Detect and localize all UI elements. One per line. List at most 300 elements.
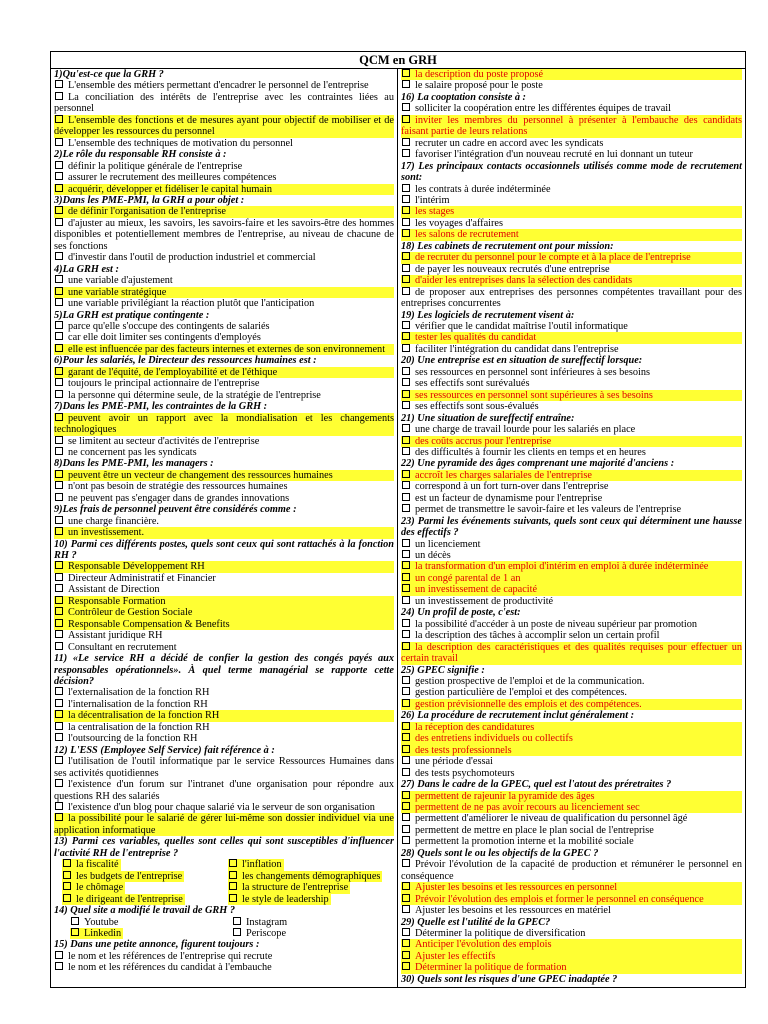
answer-option-selected (401, 561, 742, 572)
checkbox-icon[interactable] (402, 332, 410, 340)
answer-option-selected (401, 882, 742, 893)
answer-option-selected (401, 470, 742, 481)
option-text: de recruter du personnel pour le compte et à la place de l'entreprise (415, 252, 691, 264)
checkbox-icon[interactable] (55, 516, 63, 524)
question: 22) Une pyramide des âges comprenant une majorité d'anciens : (401, 458, 675, 470)
checkbox-icon[interactable] (402, 184, 410, 192)
answer-option-selected (228, 894, 331, 905)
checkbox-icon[interactable] (55, 813, 63, 821)
question: 28) Quels sont le ou les objectifs de la GPEC ? (401, 847, 599, 859)
checkbox-icon[interactable] (402, 962, 410, 970)
checkbox-icon[interactable] (55, 733, 63, 741)
answer-option-selected (401, 332, 742, 343)
option-text: gestion prospective de l'emploi et de la communication. (415, 676, 645, 688)
question: 12) L'ESS (Employee Self Service) fait référence à : (54, 744, 275, 756)
answer-option (401, 928, 742, 939)
option-text: gestion particulière de l'emploi et des compétences. (415, 687, 628, 699)
question: 9)Les frais de personnel peuvent être considérés comme : (54, 504, 297, 516)
checkbox-icon[interactable] (402, 390, 410, 398)
checkbox-icon[interactable] (402, 378, 410, 386)
checkbox-icon[interactable] (402, 229, 410, 237)
checkbox-icon[interactable] (55, 607, 63, 615)
question: 16) La cooptation consiste à : (401, 91, 526, 103)
option-text: Ajuster les besoins et les ressources en personnel (415, 882, 618, 894)
option-text: l'existence d'un forum sur l'intranet d'une organisation pour répondre aux questions RH des salariés (54, 779, 394, 802)
option-grid (54, 859, 394, 905)
checkbox-icon[interactable] (55, 481, 63, 489)
option-text: d'aider les entreprises dans la sélection des candidats (415, 275, 633, 287)
answer-option-selected (54, 619, 394, 630)
answer-option (401, 344, 742, 355)
answer-option-selected (401, 275, 742, 286)
checkbox-icon[interactable] (402, 115, 410, 123)
answer-option-selected (401, 791, 742, 802)
answer-option (401, 676, 742, 687)
checkbox-icon[interactable] (402, 756, 410, 764)
option-text: définir la politique générale de l'entreprise (68, 160, 243, 172)
answer-option-selected (54, 813, 394, 836)
checkbox-icon[interactable] (55, 584, 63, 592)
checkbox-icon[interactable] (55, 470, 63, 478)
checkbox-icon[interactable] (402, 218, 410, 226)
answer-option-selected (62, 859, 121, 870)
option-text: Instagram (246, 916, 288, 928)
checkbox-icon[interactable] (402, 951, 410, 959)
option-text: de payer les nouveaux recrutés d'une entreprise (415, 263, 610, 275)
option-text: n'ont pas besoin de stratégie des ressources humaines (68, 481, 288, 493)
checkbox-icon[interactable] (55, 252, 63, 260)
option-text: un investissement. (68, 527, 145, 539)
answer-option (401, 424, 742, 435)
option-text: favoriser l'intégration d'un nouveau recruté en lui donnant un tuteur (415, 149, 693, 161)
checkbox-icon[interactable] (402, 69, 410, 77)
checkbox-icon[interactable] (402, 836, 410, 844)
checkbox-icon[interactable] (402, 195, 410, 203)
checkbox-icon[interactable] (55, 206, 63, 214)
checkbox-icon[interactable] (402, 550, 410, 558)
answer-option (401, 687, 742, 698)
answer-option (401, 103, 742, 114)
checkbox-icon[interactable] (402, 802, 410, 810)
answer-option-selected (62, 894, 185, 905)
page-title: QCM en GRH (51, 52, 745, 69)
answer-option (54, 642, 394, 653)
option-text: permettent de mettre en place le plan social de l'entreprise (415, 824, 654, 836)
answer-option-selected (54, 344, 394, 355)
checkbox-icon[interactable] (229, 894, 237, 902)
checkbox-icon[interactable] (63, 882, 71, 890)
option-text: permettent de rajeunir la pyramide des âges (415, 790, 595, 802)
answer-option-selected (401, 894, 742, 905)
checkbox-icon[interactable] (402, 642, 410, 650)
option-text: Anticiper l'évolution des emplois (415, 939, 552, 951)
checkbox-icon[interactable] (402, 504, 410, 512)
answer-option-selected (401, 642, 742, 665)
answer-option (54, 161, 394, 172)
answer-option (54, 573, 394, 584)
checkbox-icon[interactable] (402, 436, 410, 444)
option-text: La conciliation des intérêts de l'entreprise avec les contraintes liées au personnel (54, 91, 394, 115)
answer-option (54, 172, 394, 183)
option-text: toujours le principal actionnaire de l'entreprise (68, 378, 260, 390)
answer-option (54, 218, 394, 252)
answer-option (401, 367, 742, 378)
answer-option-selected (54, 184, 394, 195)
checkbox-icon[interactable] (402, 344, 410, 352)
option-text: vérifier que le candidat maîtrise l'outil informatique (415, 320, 628, 332)
checkbox-icon[interactable] (229, 882, 237, 890)
answer-option-selected (54, 596, 394, 607)
option-text: les salons de recrutement (415, 229, 519, 241)
checkbox-icon[interactable] (233, 917, 241, 925)
option-text: des coûts accrus pour l'entreprise (415, 435, 552, 447)
option-text: Responsable Compensation & Benefits (68, 618, 230, 630)
option-text: l'inflation (242, 859, 282, 871)
answer-option (401, 550, 742, 561)
option-text: le style de leadership (242, 893, 329, 905)
checkbox-icon[interactable] (55, 184, 63, 192)
answer-option (54, 321, 394, 332)
option-text: L'ensemble des métiers permettant d'encadrer le personnel de l'entreprise (68, 80, 369, 92)
right-column (398, 69, 745, 987)
checkbox-icon[interactable] (55, 161, 63, 169)
answer-option (54, 481, 394, 492)
question: 26) La procédure de recrutement inclut généralement : (401, 710, 635, 722)
option-text: ne peuvent pas s'engager dans de grandes innovations (68, 492, 290, 504)
answer-option (54, 756, 394, 779)
answer-option-selected (401, 939, 742, 950)
option-text: une charge financière. (68, 515, 159, 527)
checkbox-icon[interactable] (55, 436, 63, 444)
checkbox-icon[interactable] (402, 103, 410, 111)
option-text: la décentralisation de la fonction RH (68, 710, 220, 722)
checkbox-icon[interactable] (402, 206, 410, 214)
answer-option (54, 252, 394, 263)
checkbox-icon[interactable] (402, 470, 410, 478)
checkbox-icon[interactable] (55, 332, 63, 340)
question: 27) Dans le cadre de la GPEC, quel est l'atout des préretraites ? (401, 779, 672, 791)
checkbox-icon[interactable] (55, 80, 63, 88)
checkbox-icon[interactable] (55, 390, 63, 398)
checkbox-icon[interactable] (402, 882, 410, 890)
answer-option (54, 802, 394, 813)
checkbox-icon[interactable] (63, 871, 71, 879)
answer-option-selected (70, 928, 123, 939)
option-text: Assistant de Direction (68, 584, 160, 596)
answer-option (54, 80, 394, 91)
option-text: une variable stratégique (68, 286, 167, 298)
answer-option (54, 699, 394, 710)
checkbox-icon[interactable] (402, 596, 410, 604)
option-text: permettent de ne pas avoir recours au licenciement sec (415, 802, 640, 813)
option-text: d'investir dans l'outil de production industriel et commercial (68, 252, 316, 264)
checkbox-icon[interactable] (402, 481, 410, 489)
option-text: Responsable Formation (68, 595, 166, 607)
checkbox-icon[interactable] (402, 630, 410, 638)
checkbox-icon[interactable] (55, 951, 63, 959)
checkbox-icon[interactable] (402, 573, 410, 581)
option-text: de définir l'organisation de l'entreprise (68, 206, 226, 218)
checkbox-icon[interactable] (402, 561, 410, 569)
question: 7)Dans les PME-PMI, les contraintes de la GRH : (54, 401, 268, 413)
checkbox-icon[interactable] (402, 928, 410, 936)
option-text: les budgets de l'entreprise (76, 870, 183, 882)
question: 5)La GRH est pratique contingente : (54, 309, 210, 321)
option-text: les contrats à durée indéterminée (415, 183, 551, 195)
checkbox-icon[interactable] (55, 722, 63, 730)
checkbox-icon[interactable] (55, 802, 63, 810)
option-text: Ajuster les effectifs (415, 950, 496, 962)
answer-option-selected (228, 859, 284, 870)
answer-option (401, 80, 742, 91)
option-text: Directeur Administratif et Financier (68, 572, 216, 584)
checkbox-icon[interactable] (402, 80, 410, 88)
option-text: L'ensemble des fonctions et de mesures ayant pour objectif de mobiliser et de développer les ressources du personnel (54, 114, 394, 138)
option-text: une variable privilégiant la réaction plutôt que l'anticipation (68, 298, 315, 310)
option-text: les voyages d'affaires (415, 217, 504, 229)
option-text: le chômage (76, 882, 124, 894)
checkbox-icon[interactable] (55, 321, 63, 329)
option-text: ses effectifs sont sous-évalués (415, 401, 539, 413)
question: 6)Pour les salariés, le Directeur des ressources humaines est : (54, 355, 317, 367)
checkbox-icon[interactable] (55, 344, 63, 352)
checkbox-icon[interactable] (402, 275, 410, 283)
answer-option (70, 917, 232, 928)
checkbox-icon[interactable] (402, 939, 410, 947)
option-text: accroît les charges salariales de l'entreprise (415, 469, 592, 481)
option-text: recruter un cadre en accord avec les syndicats (415, 137, 604, 149)
option-text: Ajuster les besoins et les ressources en matériel (415, 905, 611, 917)
option-text: la personne qui détermine seule, de la stratégie de l'entreprise (68, 389, 321, 401)
answer-option-selected (401, 206, 742, 217)
option-text: l'intérim (415, 194, 450, 206)
checkbox-icon[interactable] (402, 424, 410, 432)
question: 30) Quels sont les risques d'une GPEC inadaptée ? (401, 973, 618, 985)
left-column (51, 69, 398, 987)
answer-option-selected (401, 699, 742, 710)
checkbox-icon[interactable] (55, 779, 63, 787)
answer-option-selected (54, 115, 394, 138)
checkbox-icon[interactable] (63, 859, 71, 867)
option-text: ses ressources en personnel sont inférieures à ses besoins (415, 366, 651, 378)
option-text: l'existence d'un blog pour chaque salarié via le serveur de son organisation (68, 802, 375, 813)
checkbox-icon[interactable] (55, 756, 63, 764)
checkbox-icon[interactable] (402, 584, 410, 592)
answer-option-selected (62, 882, 125, 893)
checkbox-icon[interactable] (229, 871, 237, 879)
checkbox-icon[interactable] (402, 905, 410, 913)
answer-option (401, 539, 742, 550)
checkbox-icon[interactable] (402, 813, 410, 821)
checkbox-icon[interactable] (55, 561, 63, 569)
question: 10) Parmi ces différents postes, quels sont ceux qui sont rattachés à la fonction RH ? (54, 538, 394, 562)
checkbox-icon[interactable] (402, 722, 410, 730)
option-text: un congé parental de 1 an (415, 572, 521, 584)
checkbox-icon[interactable] (55, 619, 63, 627)
option-text: le salaire proposé pour le poste (415, 80, 543, 92)
answer-option (401, 401, 742, 412)
answer-option-selected (401, 962, 742, 973)
checkbox-icon[interactable] (55, 527, 63, 535)
checkbox-icon[interactable] (55, 275, 63, 283)
answer-option (401, 504, 742, 515)
checkbox-icon[interactable] (402, 493, 410, 501)
checkbox-icon[interactable] (229, 859, 237, 867)
answer-option (54, 951, 394, 962)
checkbox-icon[interactable] (55, 138, 63, 146)
answer-option (54, 516, 394, 527)
checkbox-icon[interactable] (55, 378, 63, 386)
checkbox-icon[interactable] (55, 699, 63, 707)
question: 14) Quel site a modifié le travail de GRH ? (54, 905, 236, 917)
option-text: la fiscalité (76, 859, 119, 871)
checkbox-icon[interactable] (55, 298, 63, 306)
checkbox-icon[interactable] (402, 539, 410, 547)
checkbox-icon[interactable] (63, 894, 71, 902)
answer-option (54, 733, 394, 744)
answer-option (54, 493, 394, 504)
answer-option (54, 138, 394, 149)
option-text: la centralisation de la fonction RH (68, 721, 210, 733)
option-text: la description du poste proposé (415, 69, 544, 80)
answer-option-selected (54, 367, 394, 378)
option-text: d'ajuster au mieux, les savoirs, les savoirs-faire et les savoirs-être des hommes disponibles et potentiellement membres de l'entreprise, au niveau de chacune de ses fonctions (54, 217, 394, 252)
question: 3)Dans les PME-PMI, la GRH a pour objet : (54, 194, 245, 206)
checkbox-icon[interactable] (402, 894, 410, 902)
option-text: correspond à un fort turn-over dans l'entreprise (415, 481, 609, 493)
columns (51, 69, 745, 987)
option-text: Consultant en recrutement (68, 641, 177, 653)
checkbox-icon[interactable] (55, 92, 63, 100)
checkbox-icon[interactable] (402, 367, 410, 375)
checkbox-icon[interactable] (55, 447, 63, 455)
answer-option-selected (401, 115, 742, 138)
answer-option (401, 378, 742, 389)
option-text: gestion prévisionnelle des emplois et des compétences. (415, 698, 642, 710)
option-text: car elle doit limiter ses contingents d'employés (68, 332, 261, 344)
option-text: parce qu'elle s'occupe des contingents de salariés (68, 320, 270, 332)
checkbox-icon[interactable] (402, 252, 410, 260)
checkbox-icon[interactable] (55, 172, 63, 180)
answer-option (54, 630, 394, 641)
answer-option (401, 481, 742, 492)
checkbox-icon[interactable] (402, 791, 410, 799)
option-text: une charge de travail lourde pour les salariés en place (415, 424, 636, 436)
checkbox-icon[interactable] (55, 596, 63, 604)
checkbox-icon[interactable] (402, 733, 410, 741)
checkbox-icon[interactable] (402, 825, 410, 833)
option-text: solliciter la coopération entre les différentes équipes de travail (415, 103, 671, 115)
option-text: permettent d'améliorer le niveau de qualification du personnel âgé (415, 813, 688, 825)
checkbox-icon[interactable] (402, 619, 410, 627)
option-text: ses ressources en personnel sont supérieures à ses besoins (415, 389, 653, 401)
option-text: Contrôleur de Gestion Sociale (68, 607, 193, 619)
option-text: ses effectifs sont surévalués (415, 378, 530, 390)
checkbox-icon[interactable] (402, 768, 410, 776)
option-text: des tests psychomoteurs (415, 767, 515, 779)
qcm-sheet (50, 51, 746, 988)
answer-option (54, 447, 394, 458)
answer-option-selected (228, 871, 382, 882)
checkbox-icon[interactable] (402, 401, 410, 409)
question: 4)La GRH est : (54, 263, 119, 275)
checkbox-icon[interactable] (55, 287, 63, 295)
answer-option (401, 825, 742, 836)
checkbox-icon[interactable] (55, 642, 63, 650)
option-text: ne concernent pas les syndicats (68, 446, 197, 458)
option-text: le nom et les références du candidat à l'embauche (68, 962, 272, 974)
checkbox-icon[interactable] (402, 687, 410, 695)
checkbox-icon[interactable] (55, 367, 63, 375)
checkbox-icon[interactable] (55, 710, 63, 718)
option-text: peuvent avoir un rapport avec la mondialisation et les changements technologiques (54, 412, 394, 436)
answer-option-selected (54, 470, 394, 481)
checkbox-icon[interactable] (55, 573, 63, 581)
checkbox-icon[interactable] (55, 962, 63, 970)
checkbox-icon[interactable] (402, 676, 410, 684)
checkbox-icon[interactable] (402, 138, 410, 146)
checkbox-icon[interactable] (55, 630, 63, 638)
answer-option (401, 768, 742, 779)
checkbox-icon[interactable] (55, 687, 63, 695)
checkbox-icon[interactable] (402, 321, 410, 329)
option-text: garant de l'équité, de l'employabilité et de l'éthique (68, 366, 278, 378)
checkbox-icon[interactable] (71, 928, 79, 936)
checkbox-icon[interactable] (55, 218, 63, 226)
answer-option-selected (401, 252, 742, 263)
option-text: un licenciement (415, 538, 481, 550)
option-text: permettent la promotion interne et la mobilité sociale (415, 836, 634, 848)
answer-option-selected (54, 561, 394, 572)
option-text: l'internalisation de la fonction RH (68, 698, 208, 710)
option-text: une variable d'ajustement (68, 275, 173, 287)
question: 15) Dans une petite annonce, figurent toujours : (54, 939, 260, 951)
checkbox-icon[interactable] (233, 928, 241, 936)
checkbox-icon[interactable] (71, 917, 79, 925)
checkbox-icon[interactable] (55, 115, 63, 123)
answer-option-selected (54, 287, 394, 298)
answer-option (401, 264, 742, 275)
checkbox-icon[interactable] (55, 413, 63, 421)
checkbox-icon[interactable] (402, 859, 410, 867)
answer-option (54, 378, 394, 389)
checkbox-icon[interactable] (402, 699, 410, 707)
option-text: un investissement de capacité (415, 584, 538, 596)
answer-option (401, 859, 742, 882)
answer-option (401, 149, 742, 160)
option-text: Periscope (246, 927, 287, 939)
question: 23) Parmi les événements suivants, quels sont ceux qui déterminent une hausse des effectifs ? (401, 515, 742, 539)
answer-option-selected (54, 710, 394, 721)
option-text: les stages (415, 206, 455, 218)
checkbox-icon[interactable] (402, 149, 410, 157)
checkbox-icon[interactable] (402, 745, 410, 753)
question: 1)Qu'est-ce que la GRH ? (54, 69, 164, 80)
checkbox-icon[interactable] (55, 493, 63, 501)
answer-option (401, 218, 742, 229)
answer-option (401, 287, 742, 310)
answer-option (232, 928, 394, 939)
option-text: la possibilité d'accéder à un poste de niveau supérieur par promotion (415, 618, 698, 630)
checkbox-icon[interactable] (402, 264, 410, 272)
answer-option (401, 905, 742, 916)
checkbox-icon[interactable] (402, 287, 410, 295)
checkbox-icon[interactable] (402, 447, 410, 455)
answer-option (401, 321, 742, 332)
question: 25) GPEC signifie : (401, 664, 485, 676)
question: 11) «Le service RH a décidé de confier la gestion des congés payés aux responsables opérationnels». À quel terme managérial se rapporte cette décision? (54, 653, 394, 688)
answer-option (54, 687, 394, 698)
